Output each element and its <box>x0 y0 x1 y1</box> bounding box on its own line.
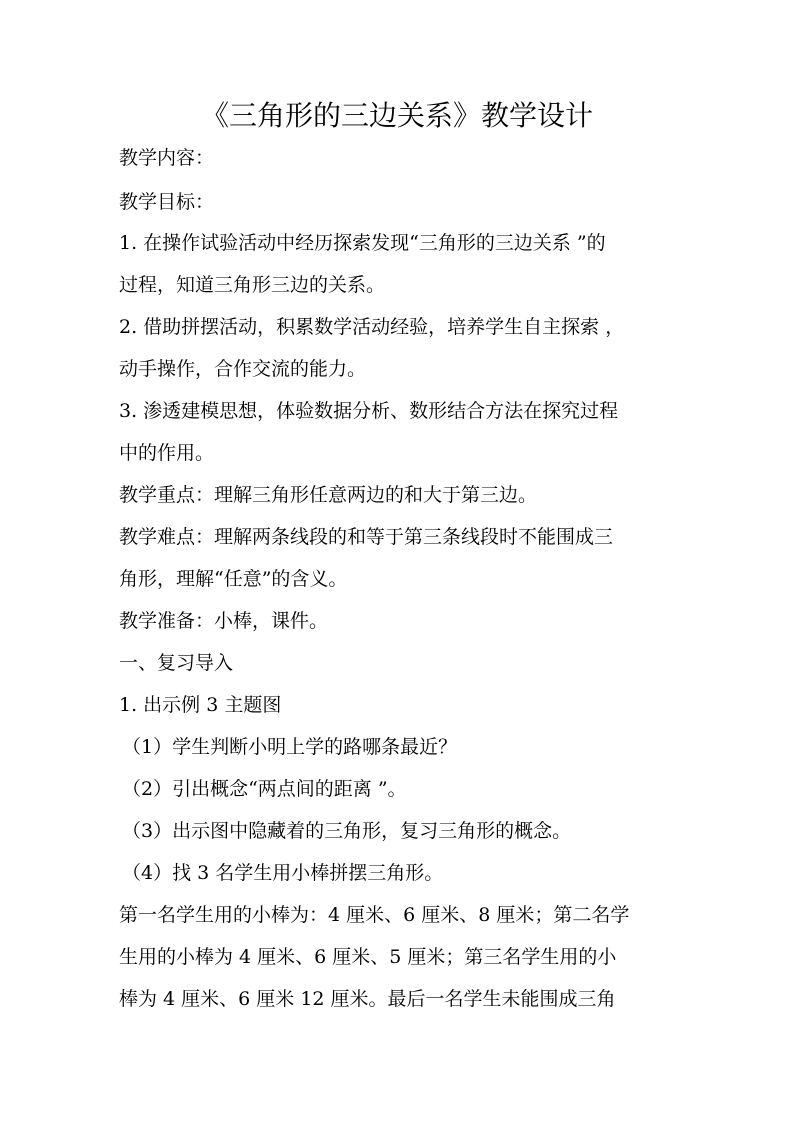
text-line: （2）引出概念“两点间的距离 ”。 <box>122 778 407 800</box>
text-line: 过程，知道三角形三边的关系。 <box>119 274 386 296</box>
text-line: 教学目标： <box>119 191 215 213</box>
text-line: 1. 出示例 3 主题图 <box>119 694 282 716</box>
text-line: 棒为 4 厘米、6 厘米 12 厘米。最后一名学生未能围成三角 <box>119 988 616 1010</box>
text-line: 角形，理解“任意”的含义。 <box>119 568 348 590</box>
text-line: 2. 借助拼摆活动，积累数学活动经验，培养学生自主探索 ， <box>119 316 625 338</box>
text-line: 第一名学生用的小棒为：4 厘米、6 厘米、8 厘米；第二名学 <box>119 904 630 926</box>
text-line: 1. 在操作试验活动中经历探索发现“三角形的三边关系 ”的 <box>119 232 606 254</box>
text-line: （4）找 3 名学生用小棒拼摆三角形。 <box>122 862 444 884</box>
document-title: 《三角形的三边关系》教学设计 <box>200 99 593 132</box>
text-line: 教学内容： <box>119 147 215 169</box>
section-heading: 一、复习导入 <box>119 652 234 674</box>
text-line: 中的作用。 <box>119 442 215 464</box>
text-line: 3. 渗透建模思想，体验数据分析、数形结合方法在探究过程 <box>119 400 619 422</box>
text-line: 动手操作，合作交流的能力。 <box>119 358 367 380</box>
text-line: （1）学生判断小明上学的路哪条最近？ <box>122 736 458 758</box>
text-line: 教学重点：理解三角形任意两边的和大于第三边。 <box>119 484 538 506</box>
text-line: （3）出示图中隐藏着的三角形，复习三角形的概念。 <box>122 820 572 842</box>
text-line: 教学准备：小棒，课件。 <box>119 610 329 632</box>
text-line: 教学难点：理解两条线段的和等于第三条线段时不能围成三 <box>119 526 614 548</box>
text-line: 生用的小棒为 4 厘米、6 厘米、5 厘米；第三名学生用的小 <box>119 946 617 968</box>
